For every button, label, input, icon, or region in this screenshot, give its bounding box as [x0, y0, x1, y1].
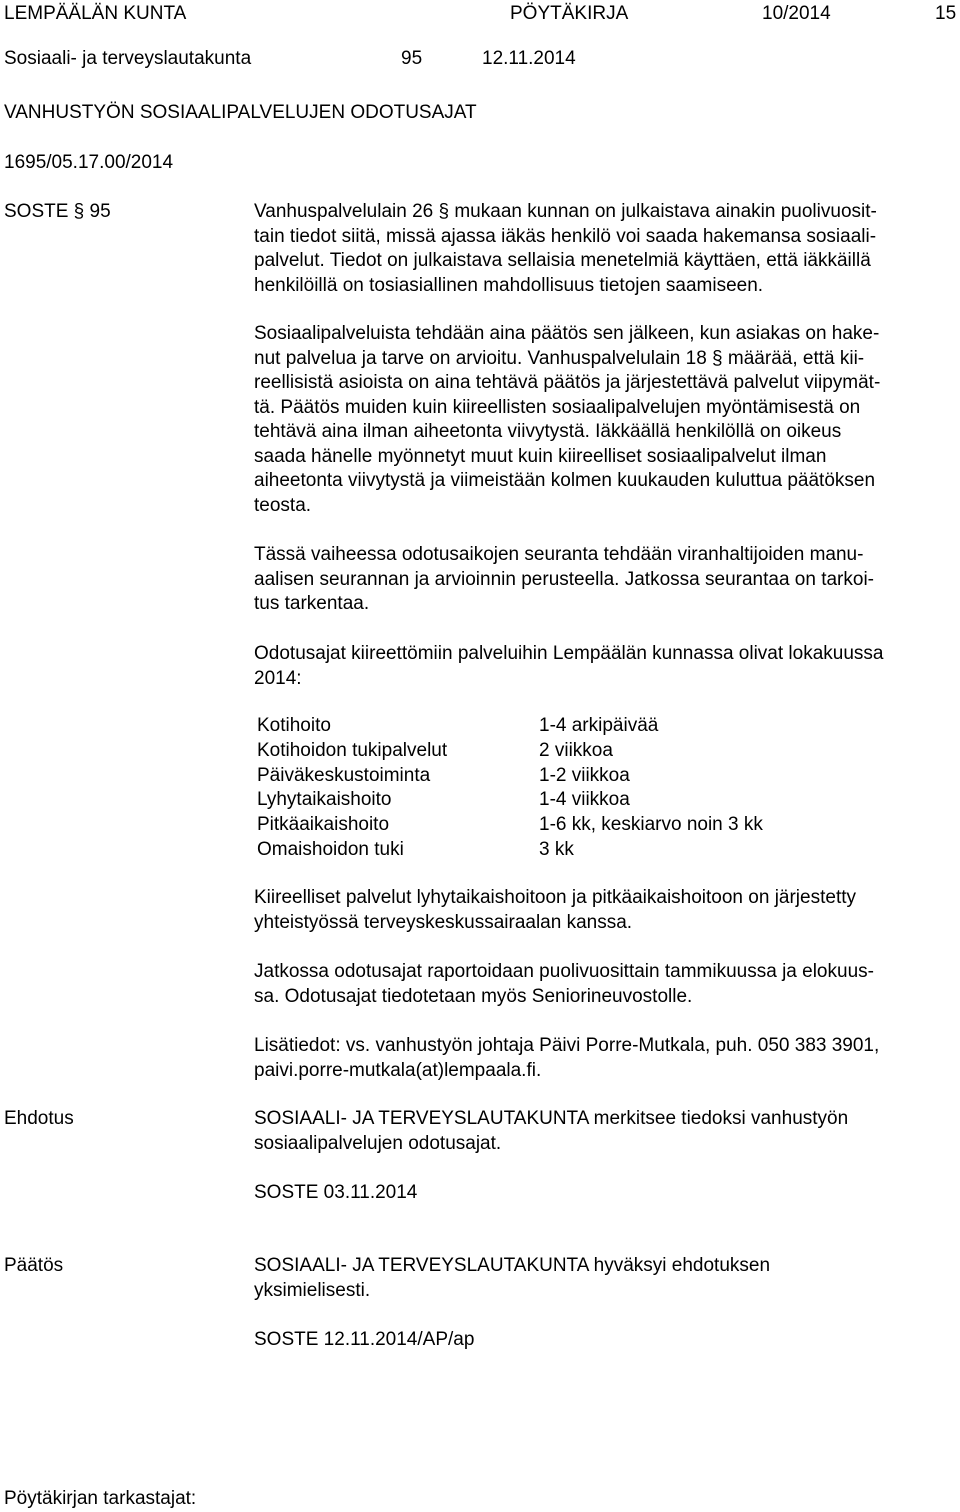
proposal-text [254, 1107, 848, 1156]
body-paragraph-2 [254, 322, 880, 518]
text-line: tä. Päätös muiden kuin kiireellisten sosiaalipalvelujen myöntämisestä on [254, 396, 861, 418]
body-paragraph-1 [254, 200, 877, 298]
waiting-time: 3 kk [539, 838, 574, 860]
meeting-date: 12.11.2014 [482, 48, 576, 69]
text-line: paivi.porre-mutkala(at)lempaala.fi. [254, 1059, 542, 1081]
text-line: nut palvelua ja tarve on arvioitu. Vanhuspalvelulain 18 § määrää, että kii- [254, 347, 865, 369]
section-number: 95 [401, 48, 423, 69]
text-line: tain tiedot siitä, missä ajassa iäkäs henkilö voi saada hakemansa sosiaali- [254, 225, 877, 247]
proposal-reference: SOSTE 03.11.2014 [254, 1182, 418, 1203]
waiting-times-values [539, 714, 763, 863]
item-title: VANHUSTYÖN SOSIAALIPALVELUJEN ODOTUSAJAT [4, 102, 477, 123]
body-paragraph-4 [254, 642, 883, 691]
text-line: aiheetonta viivytystä ja viimeistään kolmen kuukauden kuluttua päätöksen [254, 470, 876, 491]
text-line: yksimielisesti. [254, 1279, 371, 1301]
waiting-time: 1-4 viikkoa [539, 789, 630, 811]
text-line: Kiireelliset palvelut lyhytaikaishoitoon ja pitkäaikaishoitoon on järjestetty [254, 887, 856, 908]
decision-reference: SOSTE 12.11.2014/AP/ap [254, 1329, 475, 1350]
text-line: reellisistä asioista on aina tehtävä päätös ja järjestettävä palvelut viipymät- [254, 372, 881, 393]
document-number: 10/2014 [762, 3, 831, 24]
decision-label: Päätös [4, 1255, 64, 1276]
municipality-name: LEMPÄÄLÄN KUNTA [4, 3, 187, 24]
text-line: Jatkossa odotusajat raportoidaan puolivuosittain tammikuussa ja elokuus- [254, 961, 874, 982]
text-line: Tässä vaiheessa odotusaikojen seuranta tehdään viranhaltijoiden manu- [254, 544, 864, 565]
section-label: SOSTE § 95 [4, 201, 111, 222]
text-line: sa. Odotusajat tiedotetaan myös Seniorineuvostolle. [254, 985, 693, 1007]
text-line: henkilöillä on tosiasiallinen mahdollisuus tietojen saamiseen. [254, 274, 764, 296]
reviewers-label: Pöytäkirjan tarkastajat: [4, 1488, 197, 1509]
waiting-time: 1-6 kk, keskiarvo noin 3 kk [539, 814, 763, 836]
text-line: Sosiaalipalveluista tehdään aina päätös sen jälkeen, kun asiakas on hake- [254, 323, 880, 344]
text-line: saada hänelle myönnetyt muut kuin kiireelliset sosiaalipalvelut ilman [254, 445, 827, 467]
service-name: Lyhytaikaishoito [257, 789, 392, 811]
service-name: Päiväkeskustoiminta [257, 764, 431, 786]
text-line: SOSIAALI- JA TERVEYSLAUTAKUNTA hyväksyi ehdotuksen [254, 1255, 771, 1276]
text-line: yhteistyössä terveyskeskussairaalan kanssa. [254, 911, 633, 933]
text-line: teosta. [254, 494, 312, 516]
page-number: 15 [935, 3, 957, 24]
service-name: Omaishoidon tuki [257, 838, 404, 860]
text-line: 2014: [254, 667, 302, 689]
waiting-time: 1-4 arkipäivää [539, 715, 659, 736]
body-paragraph-5 [254, 886, 856, 935]
text-line: Lisätiedot: vs. vanhustyön johtaja Päivi Porre-Mutkala, puh. 050 383 3901, [254, 1035, 880, 1056]
service-name: Kotihoito [257, 715, 331, 736]
text-line: SOSIAALI- JA TERVEYSLAUTAKUNTA merkitsee tiedoksi vanhustyön [254, 1108, 849, 1129]
body-paragraph-7 [254, 1034, 879, 1083]
text-line: palvelut. Tiedot on julkaistava sellaisia menetelmiä käyttäen, että iäkkäillä [254, 250, 871, 271]
record-number: 1695/05.17.00/2014 [4, 152, 174, 173]
body-paragraph-3 [254, 543, 874, 617]
waiting-time: 2 viikkoa [539, 739, 613, 761]
text-line: Odotusajat kiireettömiin palveluihin Lempäälän kunnassa olivat lokakuussa [254, 643, 884, 664]
waiting-times-services [257, 714, 447, 863]
board-name: Sosiaali- ja terveyslautakunta [4, 48, 252, 69]
text-line: tus tarkentaa. [254, 593, 370, 614]
service-name: Pitkäaikaishoito [257, 814, 390, 836]
text-line: tehtävä aina ilman aiheetonta viivytystä. Iäkkäällä henkilöllä on oikeus [254, 421, 842, 442]
service-name: Kotihoidon tukipalvelut [257, 739, 448, 761]
text-line: aalisen seurannan ja arvioinnin perusteella. Jatkossa seurantaa on tarkoi- [254, 568, 874, 590]
document-type: PÖYTÄKIRJA [510, 3, 629, 24]
proposal-label: Ehdotus [4, 1108, 74, 1129]
decision-text [254, 1254, 770, 1303]
text-line: Vanhuspalvelulain 26 § mukaan kunnan on julkaistava ainakin puolivuosit- [254, 201, 877, 222]
waiting-time: 1-2 viikkoa [539, 764, 630, 786]
text-line: sosiaalipalvelujen odotusajat. [254, 1132, 502, 1154]
body-paragraph-6 [254, 960, 874, 1009]
